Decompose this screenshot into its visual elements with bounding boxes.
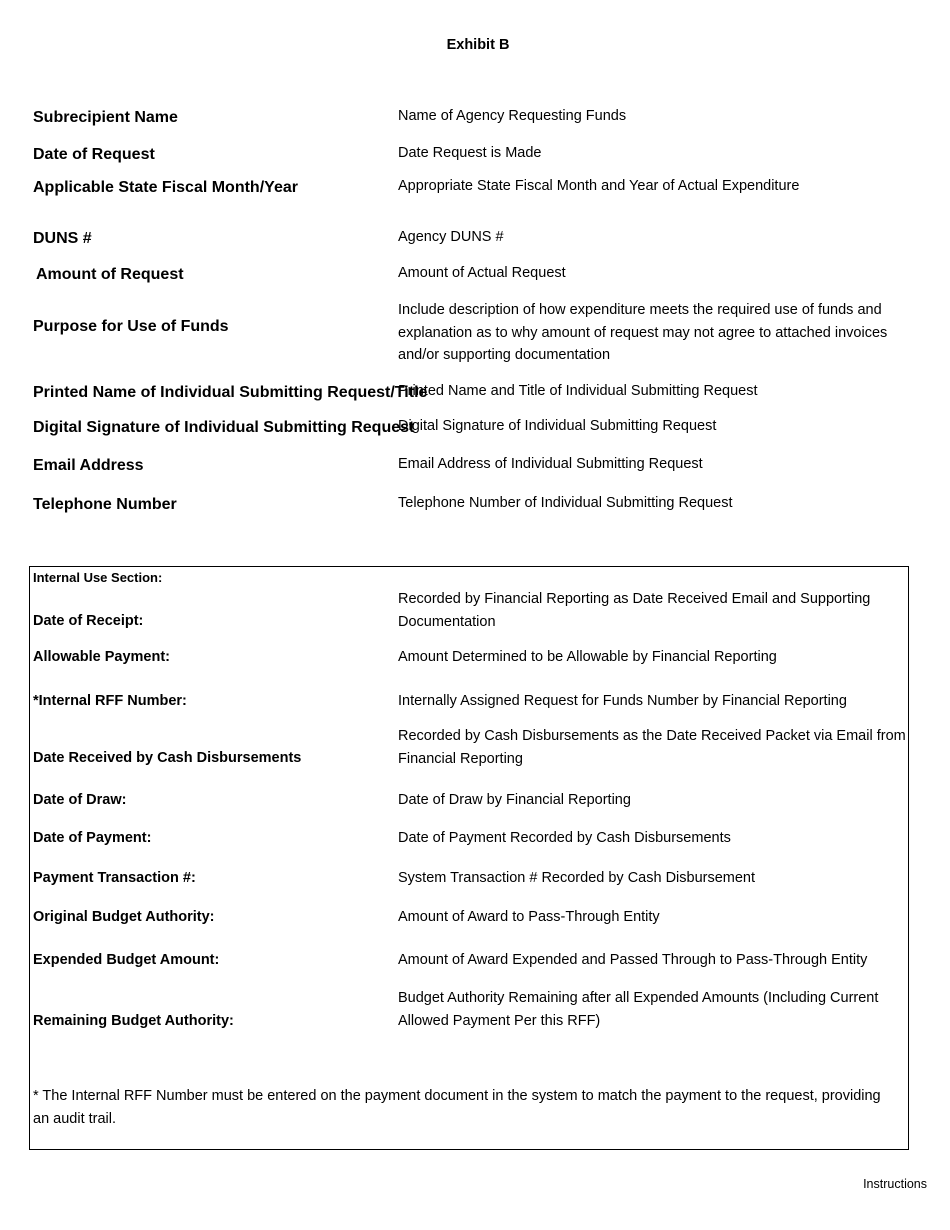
expended-budget-amount-label: Expended Budget Amount:	[33, 952, 220, 968]
email-address-value: Email Address of Individual Submitting Request	[398, 456, 703, 472]
original-budget-authority-value: Amount of Award to Pass-Through Entity	[398, 909, 660, 925]
date-of-draw-value: Date of Draw by Financial Reporting	[398, 792, 631, 808]
digital-signature-label: Digital Signature of Individual Submitting Request	[33, 419, 415, 436]
internal-rff-number-label: *Internal RFF Number:	[33, 693, 187, 709]
document-title: Exhibit B	[446, 37, 510, 53]
date-of-request-value: Date Request is Made	[398, 145, 542, 161]
internal-use-heading: Internal Use Section:	[33, 570, 163, 585]
allowable-payment-label: Allowable Payment:	[33, 649, 170, 665]
footer-instructions: Instructions	[863, 1177, 927, 1191]
date-received-cash-disbursements-label: Date Received by Cash Disbursements	[33, 750, 302, 766]
rff-number-note: * The Internal RFF Number must be entered on the payment document in the system to match the payment to the request, providing an audit trail.	[33, 1088, 881, 1127]
digital-signature-value: Digital Signature of Individual Submitting Request	[398, 418, 717, 434]
expended-budget-amount-value: Amount of Award Expended and Passed Through to Pass-Through Entity	[398, 952, 868, 968]
printed-name-value: Printed Name and Title of Individual Submitting Request	[398, 383, 758, 399]
date-of-receipt-value: Recorded by Financial Reporting as Date Received Email and Supporting Documentation	[398, 591, 871, 630]
subrecipient-name-label: Subrecipient Name	[33, 109, 178, 126]
date-of-payment-value: Date of Payment Recorded by Cash Disbursements	[398, 830, 731, 846]
payment-transaction-label: Payment Transaction #:	[33, 870, 196, 886]
date-of-receipt-label: Date of Receipt:	[33, 613, 144, 629]
printed-name-label: Printed Name of Individual Submitting Request/Title	[33, 384, 428, 401]
email-address-label: Email Address	[33, 457, 144, 474]
internal-rff-number-value: Internally Assigned Request for Funds Number by Financial Reporting	[398, 693, 847, 709]
telephone-number-label: Telephone Number	[33, 496, 177, 513]
fiscal-month-year-value: Appropriate State Fiscal Month and Year of Actual Expenditure	[398, 178, 800, 194]
allowable-payment-value: Amount Determined to be Allowable by Financial Reporting	[398, 649, 777, 665]
date-of-draw-label: Date of Draw:	[33, 792, 127, 808]
remaining-budget-authority-label: Remaining Budget Authority:	[33, 1013, 234, 1029]
remaining-budget-authority-value: Budget Authority Remaining after all Expended Amounts (Including Current Allowed Payment Per this RFF)	[398, 990, 879, 1029]
payment-transaction-value: System Transaction # Recorded by Cash Disbursement	[398, 870, 756, 886]
duns-value: Agency DUNS #	[398, 229, 504, 245]
purpose-of-funds-label: Purpose for Use of Funds	[33, 318, 229, 335]
original-budget-authority-label: Original Budget Authority:	[33, 909, 215, 925]
duns-label: DUNS #	[33, 230, 92, 247]
fiscal-month-year-label: Applicable State Fiscal Month/Year	[33, 179, 298, 196]
date-of-request-label: Date of Request	[33, 146, 155, 163]
purpose-of-funds-value: Include description of how expenditure meets the required use of funds and explanation as to why amount of request may not agree to attached invoices and/or supporting documentation	[398, 302, 888, 363]
date-received-cash-disbursements-value: Recorded by Cash Disbursements as the Date Received Packet via Email from Financial Reporting	[398, 728, 906, 767]
subrecipient-name-value: Name of Agency Requesting Funds	[398, 108, 627, 124]
date-of-payment-label: Date of Payment:	[33, 830, 152, 846]
telephone-number-value: Telephone Number of Individual Submitting Request	[398, 495, 733, 511]
amount-of-request-label: Amount of Request	[36, 266, 184, 283]
amount-of-request-value: Amount of Actual Request	[398, 265, 566, 281]
